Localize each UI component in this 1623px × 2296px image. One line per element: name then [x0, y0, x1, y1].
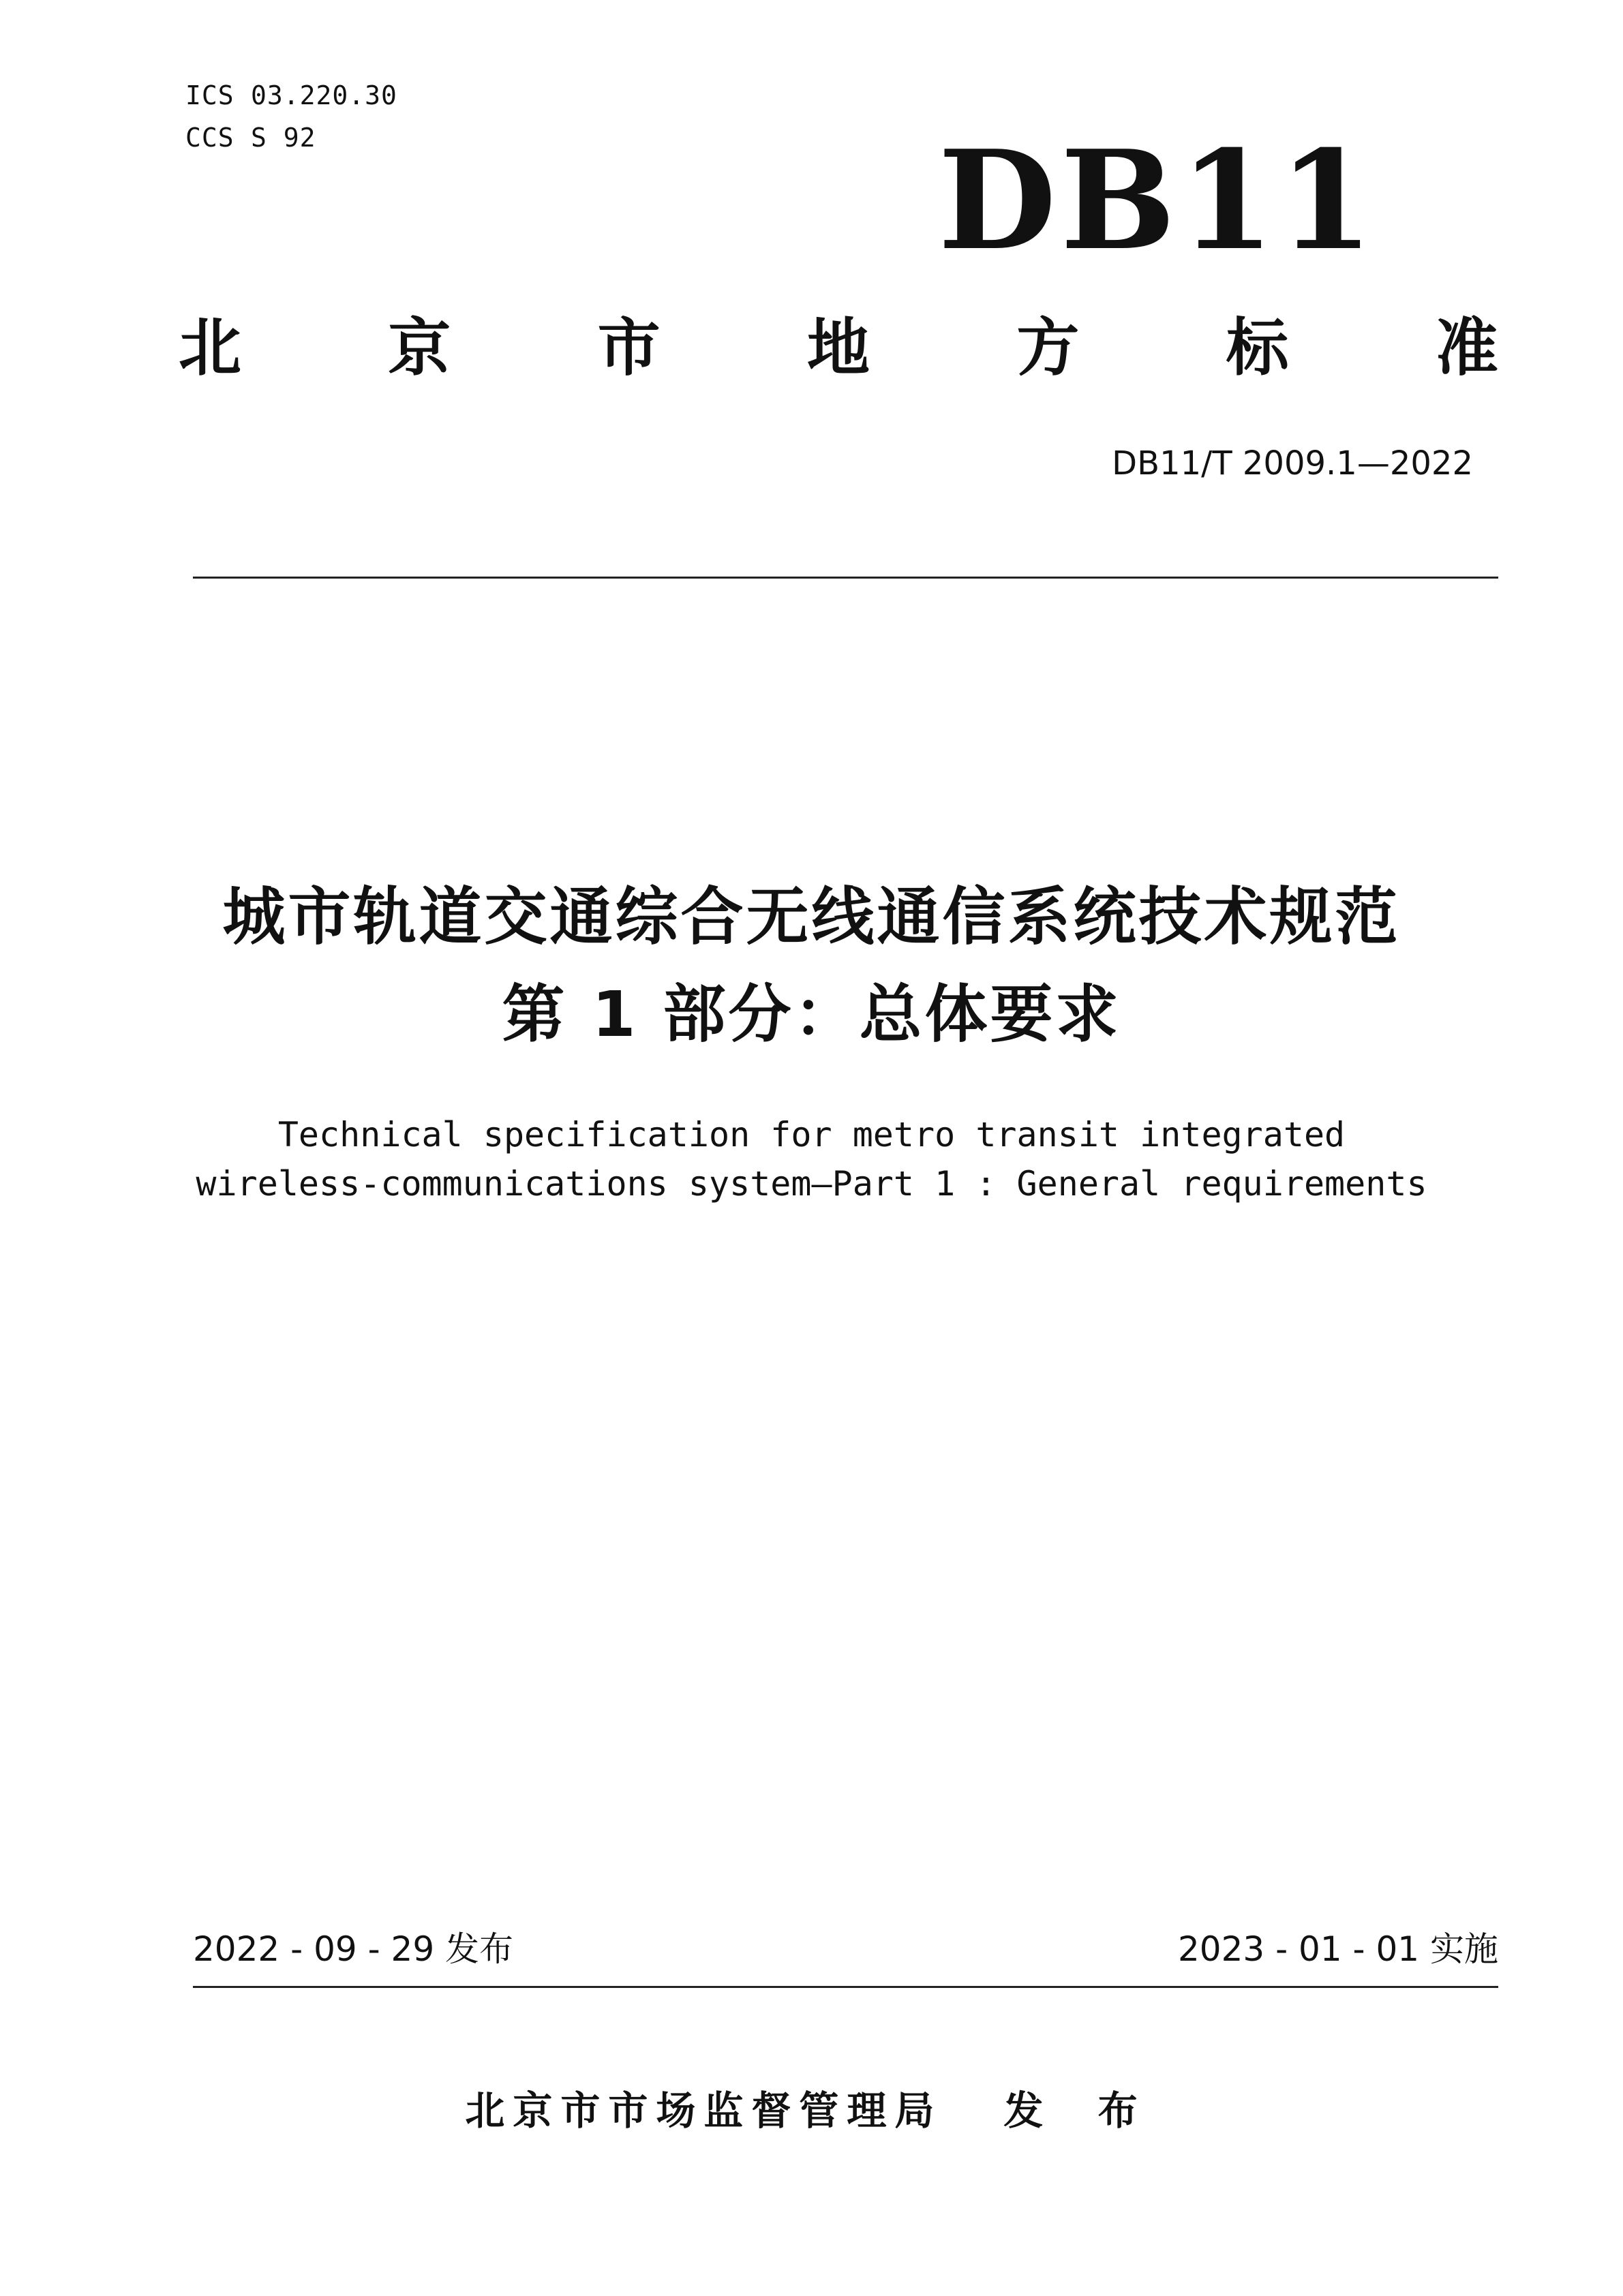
standard-kind-char: 准 — [1435, 311, 1498, 384]
db11-logo: DB11 — [938, 121, 1378, 281]
ccs-label: CCS — [185, 123, 234, 153]
ics-code — [185, 80, 397, 110]
chinese-title-line-2: 第 1 部分：总体要求 — [502, 978, 1121, 1051]
standard-kind-char: 地 — [806, 311, 870, 384]
english-title-line-2: wireless-communications system—Part 1 : General requirements — [196, 1164, 1427, 1204]
ccs-value: S 92 — [251, 123, 316, 153]
publisher-line — [0, 2087, 1623, 2134]
standard-kind-char: 市 — [597, 311, 661, 384]
standard-kind-char: 北 — [179, 311, 242, 384]
publish-date: 2022 - 09 - 29 发布 — [193, 1929, 514, 1969]
publisher-name: 北京市市场监督管理局 — [465, 2087, 943, 2134]
english-title-line-1: Technical specification for metro transit integrated — [277, 1115, 1346, 1154]
ccs-code — [185, 123, 316, 153]
footer-divider — [193, 1986, 1498, 1988]
publisher-action: 发 布 — [1003, 2087, 1158, 2134]
header-divider — [193, 577, 1498, 579]
chinese-title-line-1: 城市轨道交通综合无线通信系统技术规范 — [222, 881, 1401, 953]
standard-number: DB11/T 2009.1—2022 — [1112, 444, 1473, 483]
standard-kind-heading — [179, 311, 1498, 384]
standard-kind-char: 方 — [1016, 311, 1080, 384]
standard-kind-char: 京 — [388, 311, 451, 384]
ics-label: ICS — [185, 80, 234, 110]
ics-value: 03.220.30 — [251, 80, 397, 110]
standard-kind-char: 标 — [1226, 311, 1289, 384]
effective-date: 2023 - 01 - 01 实施 — [1177, 1929, 1498, 1969]
